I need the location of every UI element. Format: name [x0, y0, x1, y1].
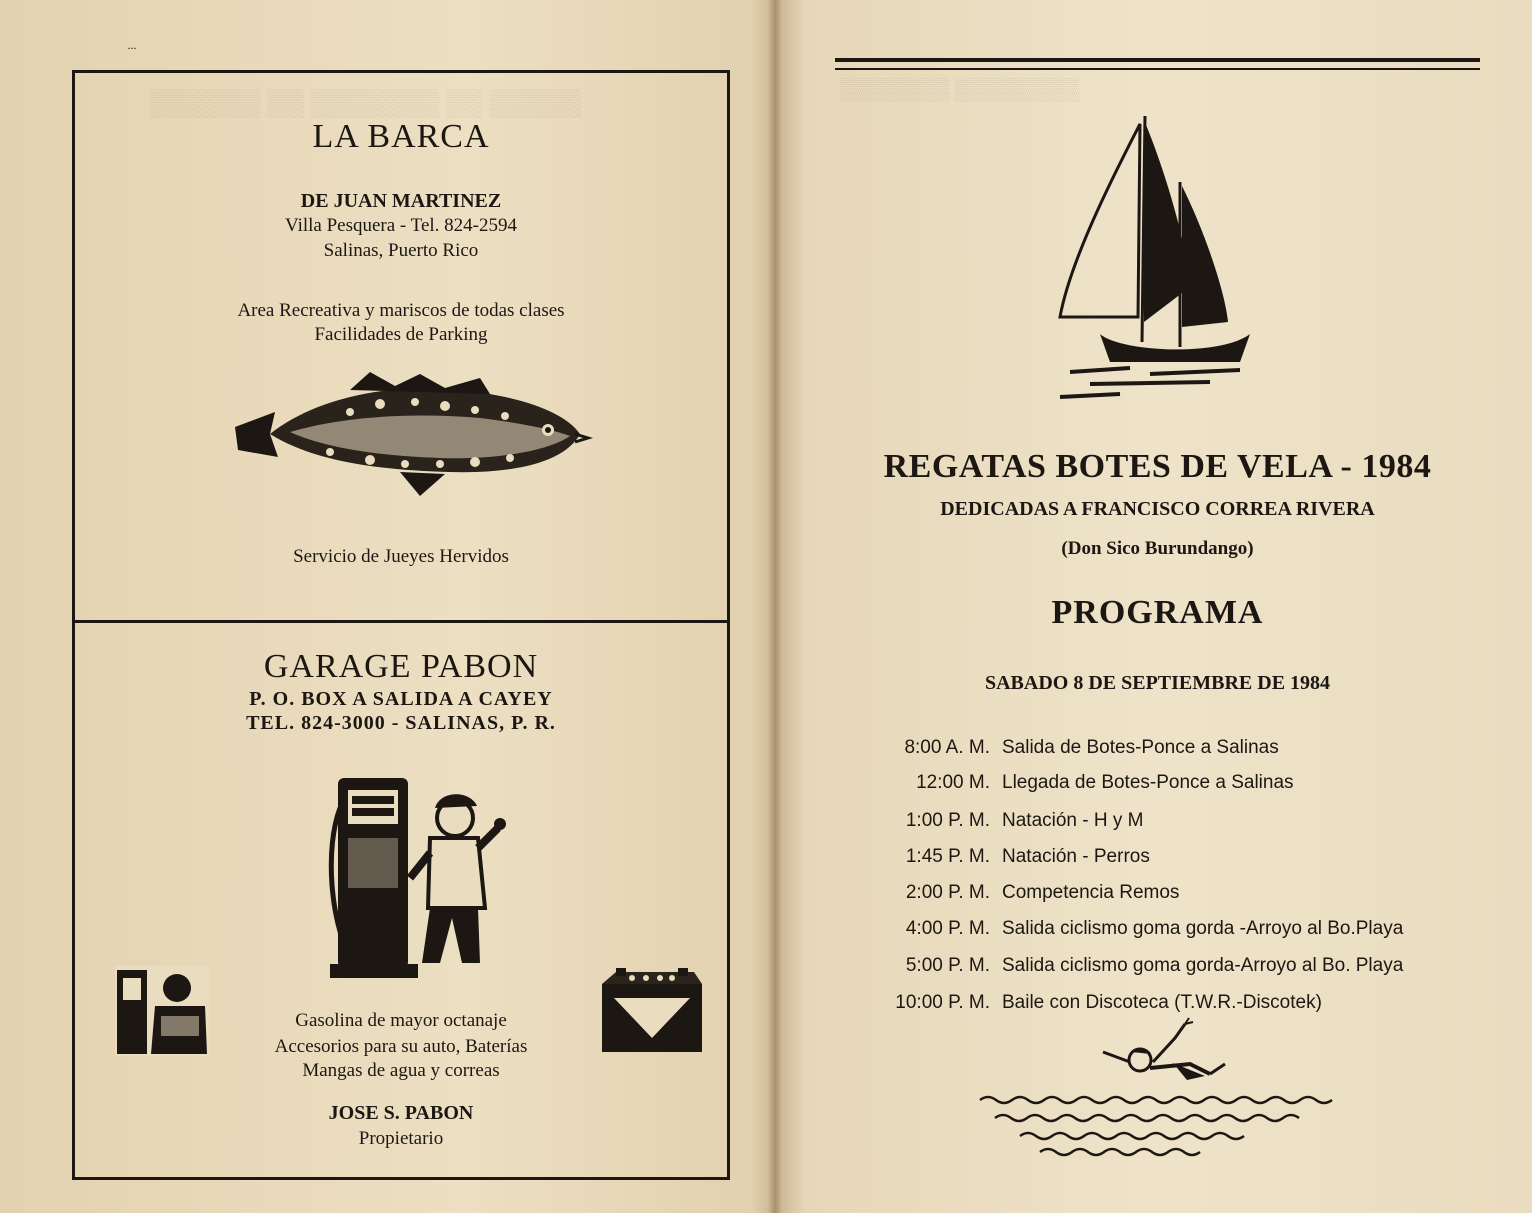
la-barca-address: Villa Pesquera - Tel. 824-2594 — [285, 215, 517, 236]
top-rule-thin — [835, 68, 1480, 70]
schedule-time: 12:00 M. — [916, 772, 990, 793]
schedule-row — [860, 918, 1480, 948]
schedule-event: Natación - H y M — [1002, 810, 1144, 831]
schedule-time: 4:00 P. M. — [905, 918, 990, 939]
schedule-time: 5:00 P. M. — [905, 955, 990, 976]
la-barca-line1: Area Recreativa y mariscos de todas clases — [237, 300, 565, 321]
page-mark: ... — [127, 38, 137, 52]
schedule-event: Baile con Discoteca (T.W.R.-Discotek) — [1002, 992, 1322, 1013]
dedication-line: DEDICADAS A FRANCISCO CORREA RIVERA — [940, 498, 1375, 520]
la-barca-service: Servicio de Jueyes Hervidos — [293, 546, 509, 567]
schedule-time: 2:00 P. M. — [905, 882, 990, 903]
garage-pabon-line3: Mangas de agua y correas — [302, 1060, 500, 1081]
schedule-time: 10:00 P. M. — [895, 992, 990, 1013]
program-heading: PROGRAMA — [1051, 594, 1264, 631]
bleed-through: ▒▒▒▒▒ ▒▒ ▒▒▒▒▒▒▒ ▒▒ ▒▒▒▒▒▒ — [150, 88, 582, 117]
garage-pabon-owner-title: Propietario — [358, 1128, 444, 1149]
sailboat-illustration — [1040, 112, 1270, 404]
schedule-time: 1:45 P. M. — [905, 846, 990, 867]
garage-pabon-line2: Accesorios para su auto, Baterías — [274, 1036, 528, 1057]
ads-divider — [72, 620, 730, 623]
schedule-row — [860, 772, 1480, 802]
schedule-time: 8:00 A. M. — [904, 737, 990, 758]
schedule-row — [860, 882, 1480, 912]
swimmer-illustration — [975, 1018, 1347, 1158]
schedule-event: Llegada de Botes-Ponce a Salinas — [1002, 772, 1294, 793]
la-barca-title: LA BARCA — [312, 118, 490, 155]
schedule-event: Salida de Botes-Ponce a Salinas — [1002, 737, 1279, 758]
garage-pabon-owner-name: JOSE S. PABON — [328, 1102, 474, 1124]
book-spine — [768, 0, 782, 1213]
garage-pabon-phone: TEL. 824-3000 - SALINAS, P. R. — [246, 712, 556, 734]
program-date: SABADO 8 DE SEPTIEMBRE DE 1984 — [984, 672, 1331, 694]
la-barca-owner: DE JUAN MARTINEZ — [300, 190, 502, 212]
schedule-time: 1:00 P. M. — [905, 810, 990, 831]
gas-pump-attendant-illustration — [330, 768, 510, 980]
bleed-through: ▒▒▒▒▒▒▒▒ ▒▒▒▒▒▒▒ — [840, 76, 1080, 101]
la-barca-city: Salinas, Puerto Rico — [323, 240, 479, 261]
schedule-event: Natación - Perros — [1002, 846, 1150, 867]
schedule-row — [860, 810, 1480, 840]
la-barca-line2: Facilidades de Parking — [314, 324, 488, 345]
dedication-nickname: (Don Sico Burundango) — [1061, 538, 1254, 559]
schedule-row — [860, 955, 1480, 985]
top-rule — [835, 58, 1480, 62]
garage-pabon-line1: Gasolina de mayor octanaje — [295, 1010, 507, 1031]
schedule-row — [860, 737, 1480, 767]
fish-illustration — [230, 372, 590, 502]
schedule-row — [860, 846, 1480, 876]
schedule-event: Salida ciclismo goma gorda -Arroyo al Bo.Playa — [1002, 918, 1404, 939]
schedule-event: Competencia Remos — [1002, 882, 1180, 903]
schedule-event: Salida ciclismo goma gorda-Arroyo al Bo. Playa — [1002, 955, 1404, 976]
garage-pabon-address: P. O. BOX A SALIDA A CAYEY — [249, 688, 553, 710]
regatta-title: REGATAS BOTES DE VELA - 1984 — [883, 448, 1432, 485]
garage-pabon-title: GARAGE PABON — [263, 648, 539, 685]
